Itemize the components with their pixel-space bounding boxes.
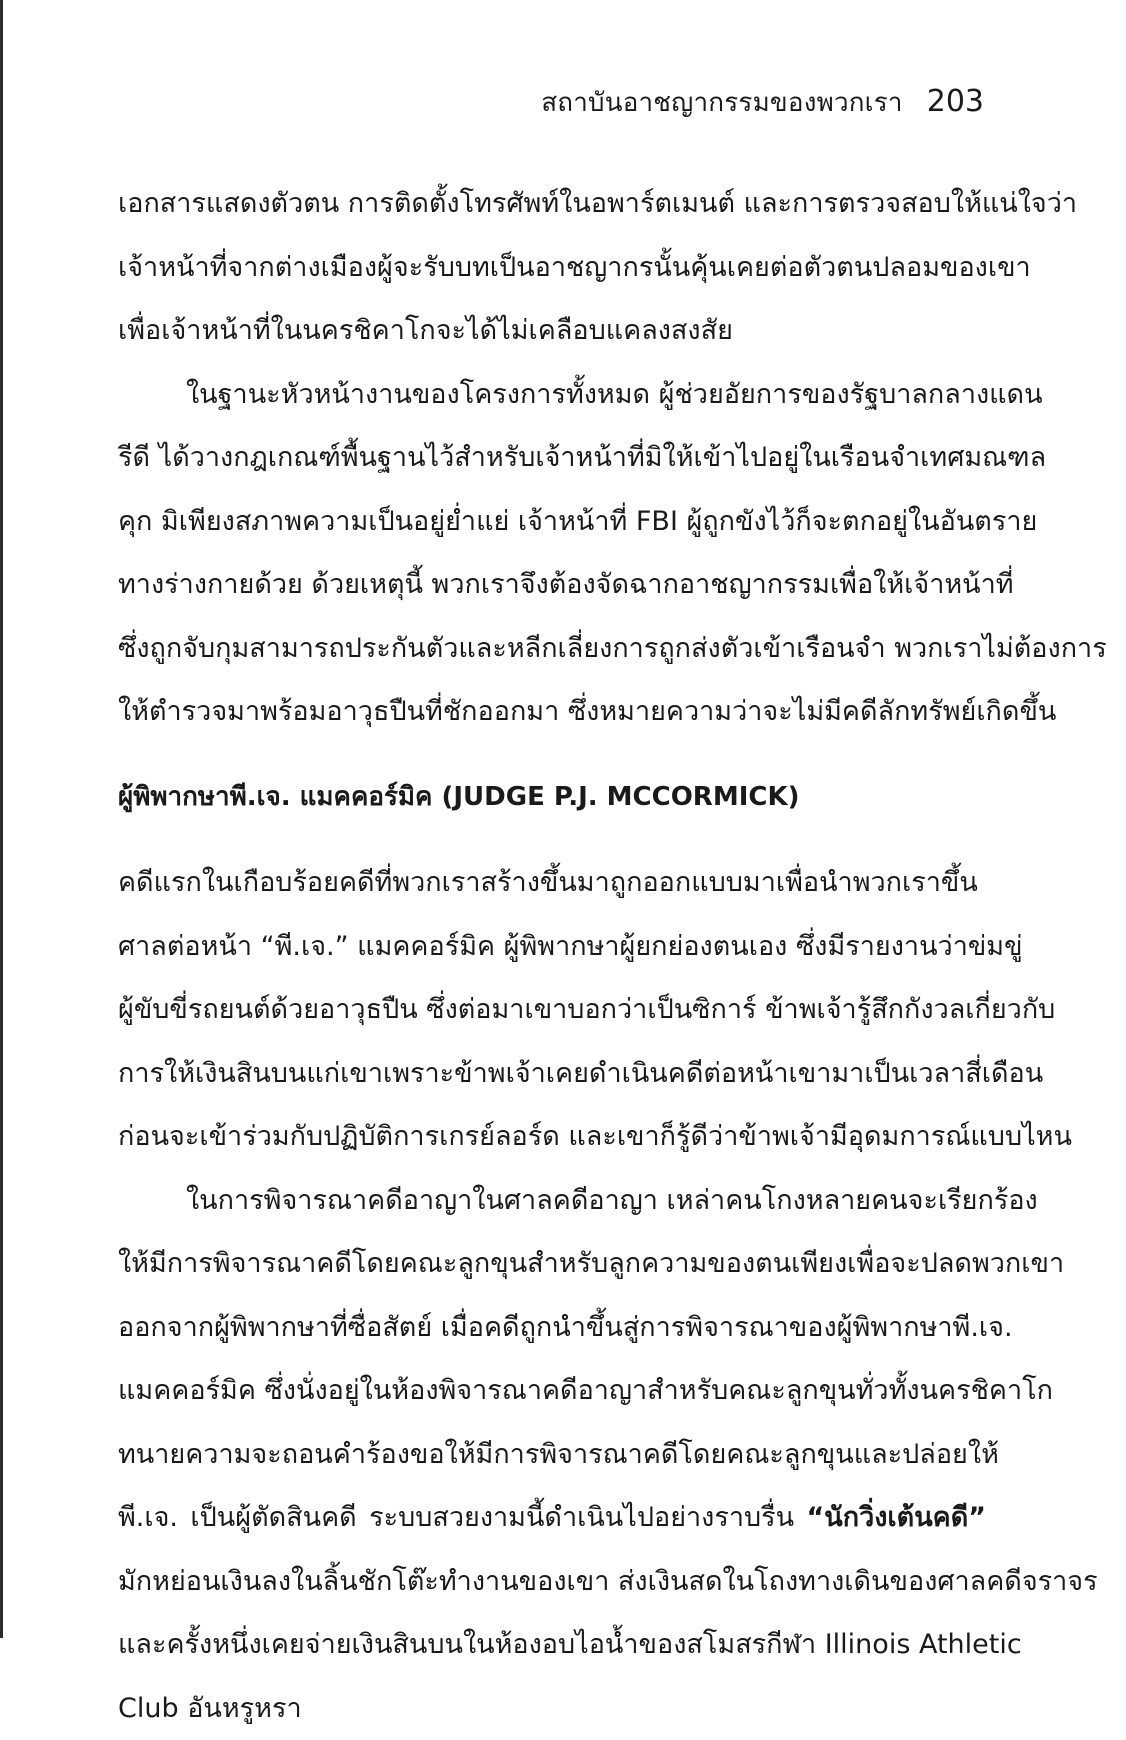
text-line — [118, 1486, 986, 1550]
section-heading: ผู้พิพากษาพี.เจ. แมคคอร์มิค (JUDGE P.J. MCCORMICK) — [118, 766, 986, 830]
page-number: 203 — [927, 84, 984, 119]
text-line: แมคคอร์มิค ซึ่งนั่งอยู่ในห้องพิจารณาคดีอาญาสำหรับคณะลูกขุนทั่วทั้งนครชิคาโก — [118, 1359, 986, 1423]
text-line: ในการพิจารณาคดีอาญาในศาลคดีอาญา เหล่าคนโกงหลายคนจะเรียกร้อง — [118, 1169, 986, 1233]
section-spacer — [118, 829, 986, 851]
text-line: ผู้ขับขี่รถยนต์ด้วยอาวุธปืน ซึ่งต่อมาเขาบอกว่าเป็นซิการ์ ข้าพเจ้ารู้สึกกังวลเกี่ยวกับ — [118, 978, 986, 1042]
text-line: คุก มิเพียงสภาพความเป็นอยู่ย่ำแย่ เจ้าหน้าที่ FBI ผู้ถูกขังไว้ก็จะตกอยู่ในอันตราย — [118, 490, 986, 554]
paragraph-3 — [118, 851, 986, 1169]
text-line: ทางร่างกายด้วย ด้วยเหตุนี้ พวกเราจึงต้องจัดฉากอาชญากรรมเพื่อให้เจ้าหน้าที่ — [118, 553, 986, 617]
text-line: การให้เงินสินบนแก่เขาเพราะข้าพเจ้าเคยดำเนินคดีต่อหน้าเขามาเป็นเวลาสี่เดือน — [118, 1042, 986, 1106]
text-line: ในฐานะหัวหน้างานของโครงการทั้งหมด ผู้ช่วยอัยการของรัฐบาลกลางแดน — [118, 363, 986, 427]
text-line: ออกจากผู้พิพากษาที่ซื่อสัตย์ เมื่อคดีถูกนำขึ้นสู่การพิจารณาของผู้พิพากษาพี.เจ. — [118, 1296, 986, 1360]
emphasized-term: “นักวิ่งเต้นคดี” — [807, 1502, 986, 1533]
section-spacer — [118, 744, 986, 766]
page-edge-line — [0, 0, 3, 1638]
page-body — [118, 172, 986, 1740]
paragraph-1 — [118, 172, 986, 363]
text-line: เอกสารแสดงตัวตน การติดตั้งโทรศัพท์ในอพาร์ตเมนต์ และการตรวจสอบให้แน่ใจว่า — [118, 172, 986, 236]
paragraph-4 — [118, 1169, 986, 1740]
text-line: ศาลต่อหน้า “พี.เจ.” แมคคอร์มิค ผู้พิพากษาผู้ยกย่องตนเอง ซึ่งมีรายงานว่าข่มขู่ — [118, 915, 986, 979]
text-line: มักหย่อนเงินลงในลิ้นชักโต๊ะทำงานของเขา ส่งเงินสดในโถงทางเดินของศาลคดีจราจร — [118, 1550, 986, 1614]
text-line: ทนายความจะถอนคำร้องขอให้มีการพิจารณาคดีโดยคณะลูกขุนและปล่อยให้ — [118, 1423, 986, 1487]
text-line: Club อันหรูหรา — [118, 1677, 986, 1740]
running-head-title: สถาบันอาชญากรรมของพวกเรา — [541, 82, 903, 123]
text-line: คดีแรกในเกือบร้อยคดีที่พวกเราสร้างขึ้นมาถูกออกแบบมาเพื่อนำพวกเราขึ้น — [118, 851, 986, 915]
running-header — [541, 82, 984, 123]
text-line: ซึ่งถูกจับกุมสามารถประกันตัวและหลีกเลี่ยงการถูกส่งตัวเข้าเรือนจำ พวกเราไม่ต้องการ — [118, 617, 986, 681]
text-line: ก่อนจะเข้าร่วมกับปฏิบัติการเกรย์ลอร์ด และเขาก็รู้ดีว่าข้าพเจ้ามีอุดมการณ์แบบไหน — [118, 1105, 986, 1169]
paragraph-2 — [118, 363, 986, 744]
text-segment: พี.เจ. เป็นผู้ตัดสินคดี ระบบสวยงามนี้ดำเนินไปอย่างราบรื่น — [118, 1502, 807, 1533]
text-line: และครั้งหนึ่งเคยจ่ายเงินสินบนในห้องอบไอน้ำของสโมสรกีฬา Illinois Athletic — [118, 1613, 986, 1677]
text-line: เพื่อเจ้าหน้าที่ในนครชิคาโกจะได้ไม่เคลือบแคลงสงสัย — [118, 299, 986, 363]
text-line: ให้มีการพิจารณาคดีโดยคณะลูกขุนสำหรับลูกความของตนเพียงเพื่อจะปลดพวกเขา — [118, 1232, 986, 1296]
text-line: รีดี ได้วางกฎเกณฑ์พื้นฐานไว้สำหรับเจ้าหน้าที่มิให้เข้าไปอยู่ในเรือนจำเทศมณฑล — [118, 426, 986, 490]
text-line: เจ้าหน้าที่จากต่างเมืองผู้จะรับบทเป็นอาชญากรนั้นคุ้นเคยต่อตัวตนปลอมของเขา — [118, 236, 986, 300]
text-line: ให้ตำรวจมาพร้อมอาวุธปืนที่ชักออกมา ซึ่งหมายความว่าจะไม่มีคดีลักทรัพย์เกิดขึ้น — [118, 680, 986, 744]
